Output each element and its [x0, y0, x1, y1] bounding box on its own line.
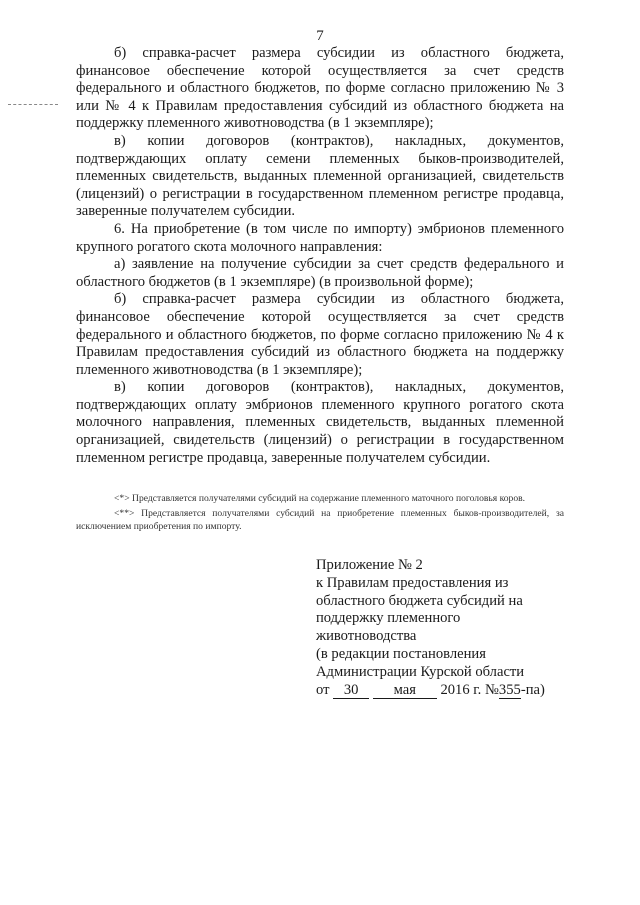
footnotes — [76, 492, 564, 535]
document-number: 355 — [498, 681, 521, 698]
paragraph-v-1: в) копии договоров (контрактов), накладных, документов, подтверждающих оплату семени племенных быков-производителей, племенных свидетельств, выданных племенной организацией, свидетельств (лицензий) о регистрации в государственном племенном регистре продавца, заверенные получателем субсидии. — [76, 132, 564, 220]
appendix-line: поддержку племенного — [316, 610, 461, 627]
appendix-line: Администрации Курской области — [316, 663, 525, 680]
paragraph-a-2: а) заявление на получение субсидии за счет средств федерального и областного бюджетов (в 1 экземпляре) (в произвольной форме); — [76, 256, 564, 290]
body-text — [76, 45, 564, 467]
date-day: 30 — [333, 683, 369, 699]
date-year: 2016 г. — [440, 681, 482, 698]
appendix-line: (в редакции постановления — [316, 645, 486, 662]
paragraph-v-2: в) копии договоров (контрактов), накладных, документов, подтверждающих оплату эмбрионов племенного крупного рогатого скота молочного направления, племенных свидетельств, выданных племенной организацией, свидетельств (лицензий) о регистрации в государственном племенном регистре продавца, заверенные получателем субсидии. — [76, 379, 564, 466]
footnote-1: <*> Представляется получателями субсидий на содержание племенного маточного поголовья коров. — [114, 493, 526, 504]
appendix-line: областного бюджета субсидий на — [316, 592, 523, 609]
appendix-date-line — [316, 682, 576, 700]
appendix-line: к Правилам предоставления из — [316, 574, 509, 591]
appendix-block — [316, 557, 576, 699]
date-month: мая — [373, 683, 437, 699]
page-number: 7 — [316, 28, 324, 44]
appendix-line: животноводства — [316, 628, 417, 645]
date-prefix: от — [316, 681, 330, 698]
margin-mark — [8, 104, 58, 105]
footnote-2: <**> Представляется получателями субсидий на приобретение племенных быков-производителей, за исключением приобретения по импорту. — [76, 508, 564, 532]
appendix-title: Приложение № 2 — [316, 557, 423, 573]
number-suffix: -па) — [520, 681, 545, 698]
number-prefix: № — [484, 681, 499, 698]
paragraph-b-2: б) справка-расчет размера субсидии из областного бюджета, финансовое обеспечение которой осуществляется за счет средств федерального и областного бюджетов, по форме согласно приложению № 4 к Правилам предоставления субсидий из областного бюджета на поддержку племенного животноводства (в 1 экземпляре); — [76, 291, 564, 378]
paragraph-b-1: б) справка-расчет размера субсидии из областного бюджета, финансовое обеспечение которой осуществляется за счет средств федерального и областного бюджетов, по форме согласно приложению № 3 или № 4 к Правилам предоставления субсидий из областного бюджета на поддержку племенного животноводства (в 1 экземпляре); — [76, 45, 564, 132]
paragraph-item-6: 6. На приобретение (в том числе по импорту) эмбрионов племенного крупного рогатого скота молочного направления: — [76, 220, 564, 255]
